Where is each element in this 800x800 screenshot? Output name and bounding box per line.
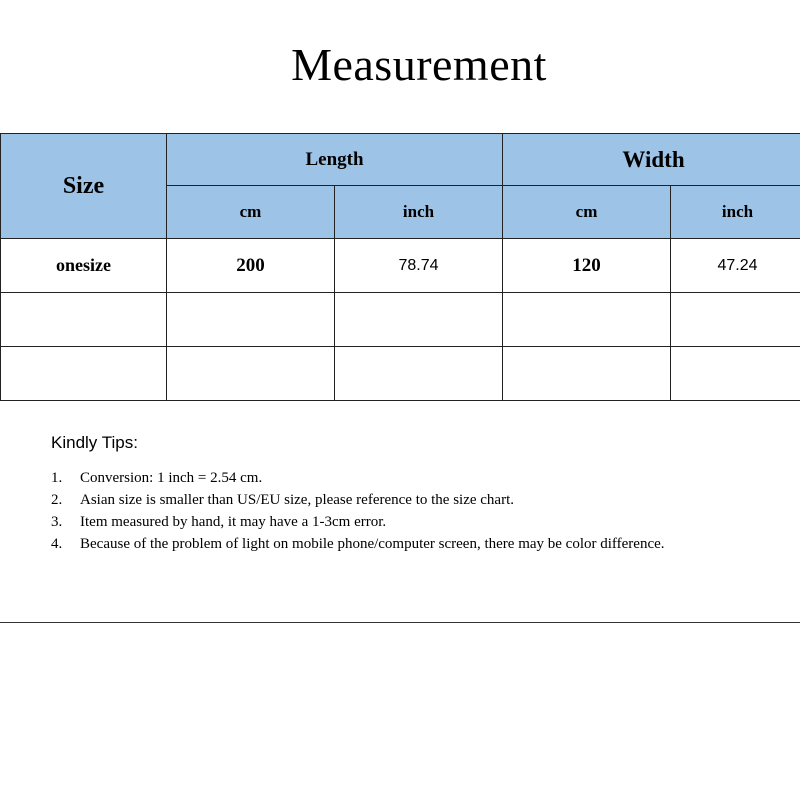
divider (0, 622, 800, 623)
width-inch-cell: 47.24 (671, 239, 800, 293)
width-cm-cell (503, 293, 671, 347)
size-cell: onesize (1, 239, 167, 293)
tips-section (51, 433, 771, 555)
table-row (1, 347, 800, 401)
length-inch-header: inch (335, 186, 503, 239)
size-table (0, 133, 800, 401)
width-inch-cell (671, 347, 800, 401)
width-cm-header: cm (503, 186, 671, 239)
list-item-number: 1. (51, 470, 63, 486)
length-cm-cell: 200 (167, 239, 335, 293)
list-item-text: Because of the problem of light on mobile phone/computer screen, there may be color difference. (80, 536, 665, 552)
length-cm-header: cm (167, 186, 335, 239)
list-item-text: Asian size is smaller than US/EU size, please reference to the size chart. (80, 492, 514, 508)
length-header: Length (167, 134, 503, 186)
tips-title: Kindly Tips: (51, 433, 138, 452)
list-item-text: Conversion: 1 inch = 2.54 cm. (80, 470, 263, 486)
tips-list (51, 467, 771, 555)
table-row (1, 239, 800, 293)
list-item (51, 489, 771, 511)
length-inch-cell: 78.74 (335, 239, 503, 293)
list-item-number: 4. (51, 536, 63, 552)
table-row (1, 293, 800, 347)
list-item (51, 533, 771, 555)
list-item (51, 467, 771, 489)
table-header-row (1, 134, 800, 186)
page-title: Measurement (291, 39, 547, 90)
length-inch-cell (335, 293, 503, 347)
list-item (51, 511, 771, 533)
width-header: Width (503, 134, 800, 186)
length-cm-cell (167, 347, 335, 401)
size-cell (1, 347, 167, 401)
width-inch-header: inch (671, 186, 800, 239)
list-item-text: Item measured by hand, it may have a 1-3cm error. (80, 514, 387, 530)
size-header: Size (1, 134, 167, 239)
list-item-number: 2. (51, 492, 63, 508)
width-cm-cell: 120 (503, 239, 671, 293)
length-cm-cell (167, 293, 335, 347)
list-item-number: 3. (51, 514, 63, 530)
length-inch-cell (335, 347, 503, 401)
size-cell (1, 293, 167, 347)
width-cm-cell (503, 347, 671, 401)
width-inch-cell (671, 293, 800, 347)
